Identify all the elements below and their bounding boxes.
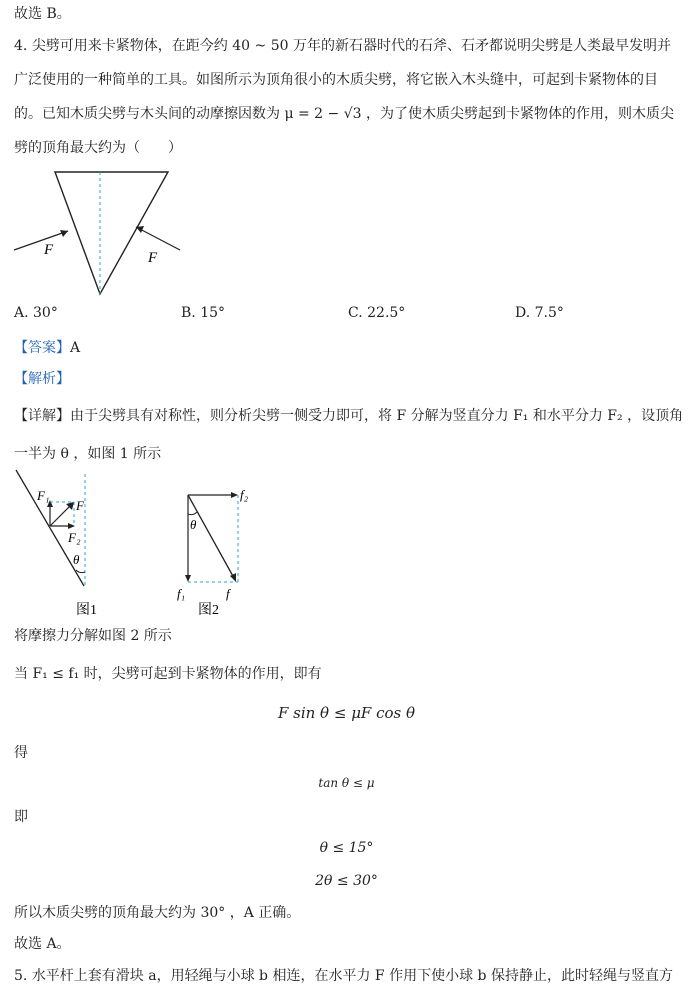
label-f: F (76, 498, 84, 513)
equation-1: F sin θ ≤ μF cos θ (277, 704, 416, 722)
previous-answer: 故选 B。 (14, 6, 71, 22)
question-4-line-1 (14, 36, 671, 56)
answer-tag: 【答案】 (14, 340, 70, 356)
option-b-text: 15° (200, 305, 226, 321)
option-b-letter: B. (181, 305, 196, 321)
theta-arc (76, 570, 85, 573)
answer-line (14, 338, 80, 358)
question-number: 4. (14, 38, 28, 54)
option-d-letter: D. (515, 305, 531, 321)
force-f1-arrowhead (185, 575, 191, 582)
wedge-side-line (16, 470, 84, 586)
option-d[interactable] (515, 305, 564, 321)
final-answer: 故选 A。 (14, 936, 71, 952)
option-a-letter: A. (14, 305, 29, 321)
force-f2-arrowhead (231, 492, 238, 498)
figure-2 (168, 480, 268, 622)
wedge-shape (55, 172, 168, 294)
detail-line-3: 将摩擦力分解如图 2 所示 (14, 628, 172, 644)
option-a[interactable] (14, 305, 58, 321)
option-d-text: 7.5° (534, 305, 564, 321)
question-5-text: 水平杆上套有滑块 a，用轻绳与小球 b 相连，在水平力 F 作用下使小球 b 保持静止，此时轻绳与竖直方 (31, 968, 673, 984)
detail-text-1: 由于尖劈具有对称性，则分析尖劈一侧受力即可，将 F 分解为竖直分力 F₁ 和水平分力 F₂ ，设顶角 (70, 408, 684, 424)
equation-3: θ ≤ 15° (319, 840, 374, 856)
detail-line-1 (14, 406, 683, 426)
label-f1: F₁ (37, 488, 50, 503)
label-theta: θ (190, 517, 197, 532)
option-c[interactable] (348, 305, 405, 321)
figure-1 (10, 466, 110, 622)
conclusion-line: 所以木质尖劈的顶角最大约为 30° ，A 正确。 (14, 905, 301, 921)
answer-value: A (70, 340, 81, 356)
force-f-diagonal (188, 495, 234, 578)
equation-4: 2θ ≤ 30° (315, 873, 378, 889)
analysis-tag: 【解析】 (14, 371, 70, 387)
force-f-arrowhead (230, 573, 236, 582)
label-f2: F₂ (68, 530, 81, 545)
force-f2-arrowhead (68, 523, 75, 529)
figure-1-caption: 图1 (76, 603, 97, 618)
right-arrowhead (136, 226, 144, 233)
theta-arc (188, 512, 197, 515)
left-force-label: F (44, 242, 54, 258)
ji-label: 即 (14, 809, 28, 825)
question-5-line-1 (14, 966, 673, 986)
question-4-line-3: 的。已知木质尖劈与木头间的动摩擦因数为 μ = 2 − √3 ，为了使木质尖劈起到卡紧物体的作用，则木质尖 (14, 106, 674, 122)
analysis-line (14, 369, 70, 389)
question-4-line-4: 劈的顶角最大约为（ ） (14, 140, 182, 156)
option-b[interactable] (181, 305, 225, 321)
wedge-figure (10, 168, 200, 300)
question-4-line-2: 广泛使用的一种简单的工具。如图所示为顶角很小的木质尖劈，将它嵌入木头缝中，可起到卡紧物体的目 (14, 72, 658, 88)
detail-tag: 【详解】 (14, 408, 70, 424)
option-c-text: 22.5° (367, 305, 406, 321)
option-a-text: 30° (33, 305, 58, 321)
option-c-letter: C. (348, 305, 363, 321)
detail-line-2: 一半为 θ ，如图 1 所示 (14, 446, 162, 462)
detail-line-4: 当 F₁ ≤ f₁ 时，尖劈可起到卡紧物体的作用，即有 (14, 666, 322, 682)
label-theta: θ (73, 552, 80, 567)
question-5-number: 5. (14, 968, 28, 984)
right-force-label: F (148, 250, 158, 266)
question-text-1: 尖劈可用来卡紧物体，在距今约 40 ~ 50 万年的新石器时代的石斧、石矛都说明尖劈是人类最早发明并 (31, 38, 671, 54)
equation-2: tan θ ≤ μ (318, 776, 375, 790)
left-force-arrow (14, 231, 68, 250)
figure-2-caption: 图2 (198, 603, 219, 618)
label-f: f (226, 586, 230, 601)
label-f2: f₂ (240, 487, 249, 502)
de-label: 得 (14, 745, 28, 761)
right-force-arrow (136, 227, 180, 250)
label-f1: f₁ (177, 586, 186, 601)
